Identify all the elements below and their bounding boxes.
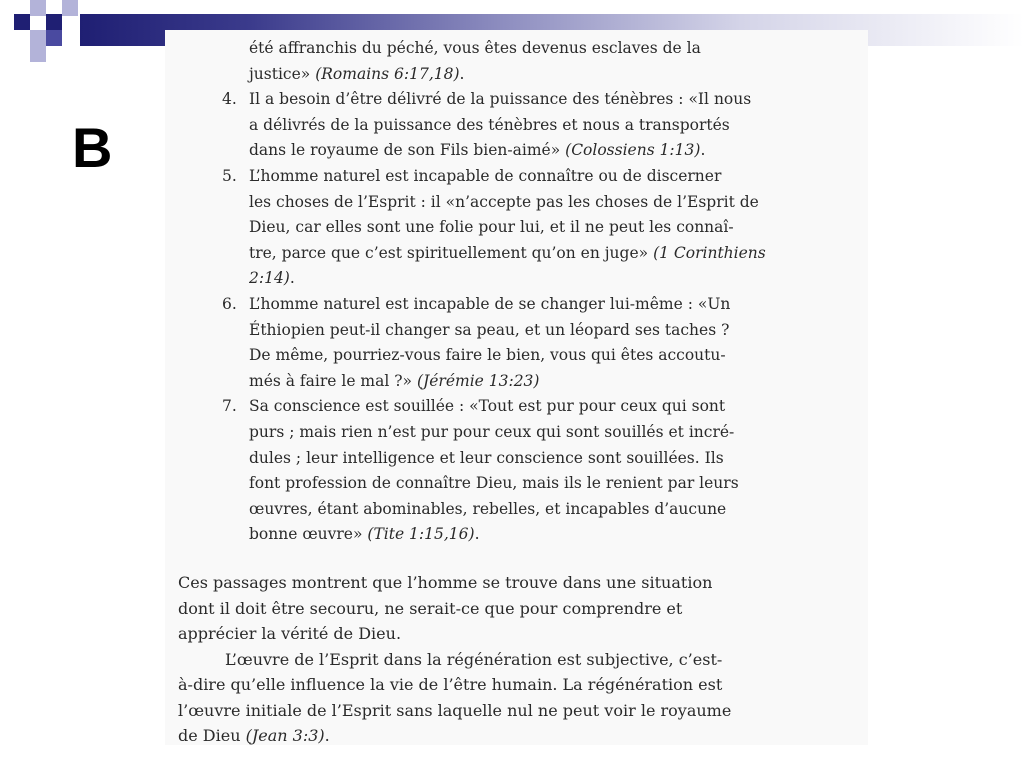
text-line (178, 624, 401, 644)
line-text: més à faire le mal ?» (249, 371, 413, 390)
line-text: dules ; leur intelligence et leur conscience sont souillées. Ils (249, 448, 724, 467)
line-text: été affranchis du péché, vous êtes devenus esclaves de la (249, 39, 701, 57)
text-line (178, 701, 731, 721)
line-text: font profession de connaître Dieu, mais ils le renient par leurs (249, 474, 739, 493)
line-text: dans le royaume de son Fils bien-aimé» (249, 141, 561, 160)
list-item-number: 5. (222, 167, 237, 185)
line-text: justice» (249, 64, 311, 83)
deco-square (62, 0, 78, 16)
scripture-reference: (Jean 3:3) (245, 726, 325, 745)
line-text: apprécier la vérité de Dieu. (178, 624, 402, 643)
scanned-page (165, 30, 868, 745)
scripture-reference: (Colossiens 1:13) (565, 141, 701, 160)
text-line (249, 217, 734, 237)
line-text: Il a besoin d’être délivré de la puissance des ténèbres : «Il nous (249, 90, 752, 109)
list-item-number: 4. (222, 90, 237, 109)
line-tail: . (474, 525, 480, 544)
line-text: De même, pourriez-vous faire le bien, vous qui êtes accoutu- (249, 346, 726, 365)
deco-square (30, 30, 46, 46)
scripture-reference: (Jérémie 13:23) (416, 371, 540, 390)
line-text: L’œuvre de l’Esprit dans la régénération est subjective, c’est- (225, 649, 723, 669)
line-text: L’homme naturel est incapable de connaître ou de discerner (249, 167, 722, 185)
line-text: dont il doit être secouru, ne serait-ce que pour comprendre et (178, 598, 683, 618)
line-tail: . (459, 64, 465, 83)
scripture-reference: (Tite 1:15,16) (367, 525, 475, 544)
text-line (249, 448, 724, 468)
text-line (178, 675, 722, 695)
line-text: les choses de l’Esprit : il «n’accepte pas les choses de l’Esprit de (249, 192, 759, 211)
scripture-reference: (Romains 6:17,18) (315, 64, 460, 83)
scripture-reference: (1 Corinthiens (653, 243, 766, 262)
text-line (249, 64, 464, 84)
text-line (249, 524, 480, 544)
text-line (249, 422, 734, 442)
text-line (249, 38, 701, 58)
text-line (225, 650, 722, 670)
text-line (249, 89, 751, 109)
list-item-number: 7. (222, 397, 237, 416)
list-item-number: 6. (222, 295, 237, 313)
slide-letter: B (72, 116, 113, 179)
deco-square (46, 14, 62, 30)
deco-square (46, 30, 62, 46)
line-text: Dieu, car elles sont une folie pour lui, et il ne peut les connaî- (249, 218, 734, 237)
text-line (178, 726, 330, 746)
text-line (178, 599, 682, 619)
line-text: bonne œuvre» (249, 525, 363, 544)
scripture-reference: 2:14) (249, 269, 290, 288)
text-line (249, 294, 730, 314)
line-text: Éthiopien peut-il changer sa peau, et un léopard ses taches ? (249, 320, 730, 339)
line-text: à-dire qu’elle influence la vie de l’être humain. La régénération est (178, 675, 723, 694)
line-text: purs ; mais rien n’est pur pour ceux qui sont souillés et incré- (249, 423, 735, 441)
line-text: l’œuvre initiale de l’Esprit sans laquelle nul ne peut voir le royaume (178, 700, 732, 720)
line-tail: . (324, 726, 330, 745)
line-text: L’homme naturel est incapable de se changer lui-même : «Un (249, 295, 731, 313)
line-text: tre, parce que c’est spirituellement qu’on en juge» (249, 243, 649, 262)
text-line (249, 243, 766, 263)
line-text: œuvres, étant abominables, rebelles, et incapables d’aucune (249, 499, 727, 518)
text-line (249, 371, 539, 391)
text-line (249, 499, 726, 519)
deco-square (30, 46, 46, 62)
line-tail: . (700, 141, 706, 160)
text-line (249, 345, 726, 365)
text-line (178, 573, 712, 593)
text-line (249, 140, 705, 160)
text-line (249, 166, 721, 186)
text-line (249, 268, 295, 288)
deco-square (14, 14, 30, 30)
deco-square (30, 0, 46, 16)
line-text: Ces passages montrent que l’homme se trouve dans une situation (178, 573, 713, 592)
text-line (249, 115, 730, 135)
text-line (249, 320, 729, 340)
text-line (249, 396, 725, 416)
line-text: a délivrés de la puissance des ténèbres et nous a transportés (249, 115, 730, 134)
text-line (249, 473, 739, 493)
line-tail: . (289, 269, 295, 288)
line-text: de Dieu (178, 726, 241, 745)
line-text: Sa conscience est souillée : «Tout est pur pour ceux qui sont (249, 397, 726, 416)
text-line (249, 192, 759, 212)
